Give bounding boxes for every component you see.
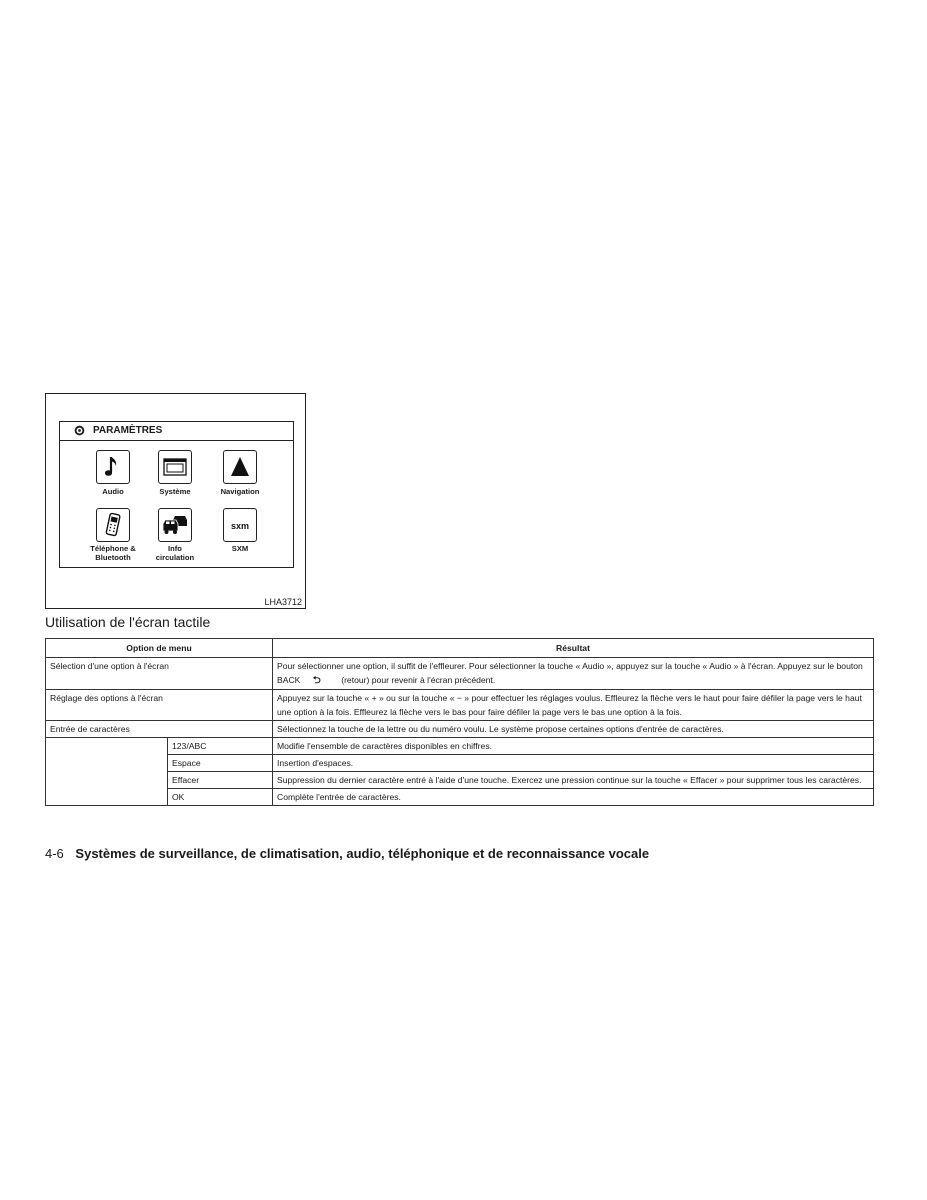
system-icon	[159, 451, 191, 483]
phone-icon	[97, 509, 129, 541]
result-cell	[273, 658, 874, 690]
system-tile[interactable]	[158, 450, 192, 484]
sub-option-cell: Espace	[168, 755, 273, 772]
settings-screen	[59, 421, 294, 568]
table-row	[46, 789, 874, 806]
gear-icon	[74, 425, 85, 436]
audio-label: Audio	[102, 487, 124, 496]
option-cell: Sélection d'une option à l'écran	[46, 658, 273, 690]
system-label: Système	[159, 487, 191, 496]
figure-id: LHA3712	[264, 597, 302, 607]
result-cell: Complète l'entrée de caractères.	[273, 789, 874, 806]
table-row	[46, 721, 874, 738]
page-footer	[45, 846, 649, 861]
result-text: Pour sélectionner une option, il suffit de l'effleurer. Pour sélectionner la touche « Audio », appuyez sur la touche « Audio » à l'écran. Appuyez sur le bouton BACK	[277, 661, 863, 685]
svg-text:sxm: sxm	[230, 521, 250, 531]
sub-option-cell: 123/ABC	[168, 738, 273, 755]
empty-group-cell	[46, 738, 168, 806]
screen-header	[60, 422, 293, 441]
table-header-row	[46, 639, 874, 658]
sub-option-cell: Effacer	[168, 772, 273, 789]
result-text: (retour) pour revenir à l'écran précédent.	[341, 675, 496, 685]
result-cell: Appuyez sur la touche « + » ou sur la touche « − » pour effectuer les réglages voulus. Effleurez la flèche vers le haut pour faire défiler la page vers le haut une option à la fois. Effleurez la flèche vers le bas pour faire défiler la page vers le bas une option à la fois.	[273, 690, 874, 721]
traffic-info-label: Info circulation	[155, 544, 195, 562]
settings-screen-figure	[45, 393, 306, 609]
music-note-icon	[97, 451, 129, 483]
header-result: Résultat	[273, 639, 874, 658]
navigation-arrow-icon	[224, 451, 256, 483]
option-cell: Réglage des options à l'écran	[46, 690, 273, 721]
audio-tile[interactable]	[96, 450, 130, 484]
table-row	[46, 690, 874, 721]
sxm-icon	[224, 509, 256, 541]
sxm-label: SXM	[231, 544, 249, 553]
back-arrow-icon: ⮌	[312, 675, 321, 686]
table-row	[46, 658, 874, 690]
result-cell: Insertion d'espaces.	[273, 755, 874, 772]
table-row	[46, 738, 874, 755]
menu-options-table	[45, 638, 874, 806]
sub-option-cell: OK	[168, 789, 273, 806]
navigation-tile[interactable]	[223, 450, 257, 484]
traffic-info-tile[interactable]	[158, 508, 192, 542]
page-number: 4-6	[45, 846, 64, 861]
table-row	[46, 755, 874, 772]
screen-title: PARAMÈTRES	[93, 425, 163, 436]
result-cell: Modifie l'ensemble de caractères disponibles en chiffres.	[273, 738, 874, 755]
result-cell: Suppression du dernier caractère entré à l'aide d'une touche. Exercez une pression continue sur la touche « Effacer » pour supprimer tous les caractères.	[273, 772, 874, 789]
phone-tile[interactable]	[96, 508, 130, 542]
traffic-icon	[159, 509, 191, 541]
table-row	[46, 772, 874, 789]
option-cell: Entrée de caractères	[46, 721, 273, 738]
phone-bluetooth-label: Téléphone & Bluetooth	[90, 544, 136, 562]
figure-caption: Utilisation de l'écran tactile	[45, 614, 211, 630]
header-option: Option de menu	[46, 639, 273, 658]
section-title: Systèmes de surveillance, de climatisation, audio, téléphonique et de reconnaissance vocale	[75, 846, 650, 861]
sxm-tile[interactable]	[223, 508, 257, 542]
navigation-label: Navigation	[220, 487, 260, 496]
result-cell: Sélectionnez la touche de la lettre ou du numéro voulu. Le système propose certaines options d'entrée de caractères.	[273, 721, 874, 738]
